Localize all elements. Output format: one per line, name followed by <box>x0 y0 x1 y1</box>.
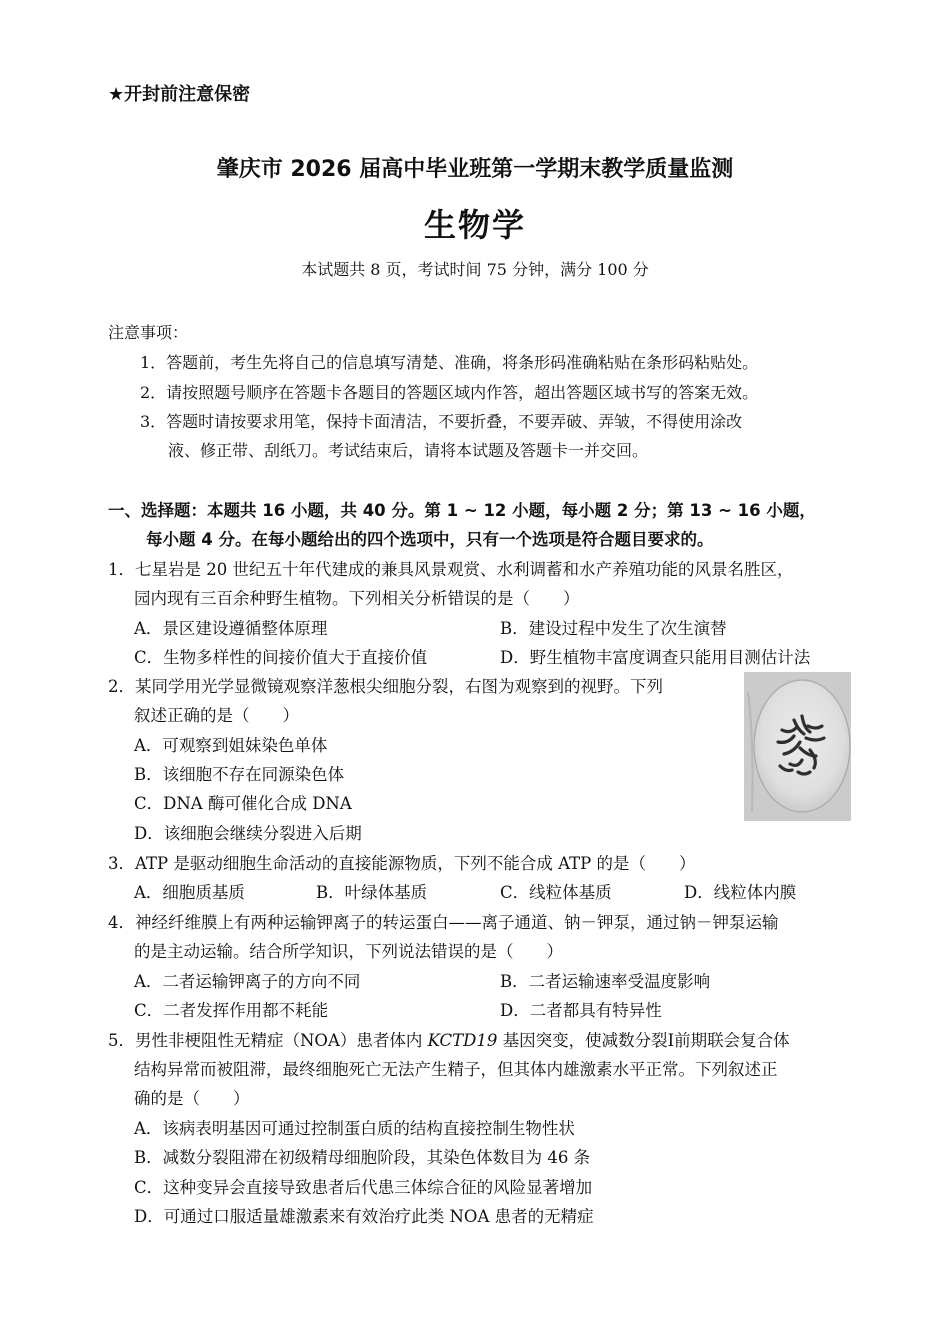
q4-option-a: A．二者运输钾离子的方向不同 <box>134 972 361 991</box>
note-item: 液、修正带、刮纸刀。考试结束后，请将本试题及答题卡一并交回。 <box>168 441 649 460</box>
q1-option-b: B．建设过程中发生了次生演替 <box>500 619 727 638</box>
q5-stem: 结构异常而被阻滞，最终细胞死亡无法产生精子，但其体内雄激素水平正常。下列叙述正 <box>134 1060 778 1079</box>
q3-stem: 3．ATP 是驱动细胞生命活动的直接能源物质，下列不能合成 ATP 的是（ ） <box>108 854 696 873</box>
q5-option-c: C．这种变异会直接导致患者后代患三体综合征的风险显著增加 <box>134 1178 593 1197</box>
q2-option-b: B．该细胞不存在同源染色体 <box>134 765 345 784</box>
q5-stem: 确的是（ ） <box>134 1089 250 1108</box>
gene-name: KCTD19 <box>427 1031 498 1050</box>
q4-option-c: C．二者发挥作用都不耗能 <box>134 1001 329 1020</box>
note-item: 3．答题时请按要求用笔，保持卡面清洁，不要折叠，不要弄破、弄皱，不得使用涂改 <box>140 412 743 431</box>
q3-option-d: D．线粒体内膜 <box>684 883 797 902</box>
exam-info: 本试题共 8 页，考试时间 75 分钟，满分 100 分 <box>301 260 649 279</box>
notes-heading: 注意事项： <box>108 323 189 342</box>
q1-option-a: A．景区建设遵循整体原理 <box>134 619 328 638</box>
section-heading: 一、选择题：本题共 16 小题，共 40 分。第 1 ~ 12 小题，每小题 2 分；第 13 ~ 16 小题， <box>108 501 816 520</box>
microscope-image <box>744 672 851 821</box>
q4-option-d: D．二者都具有特异性 <box>500 1001 662 1020</box>
subject-title: 生物学 <box>423 206 526 244</box>
q5-option-b: B．减数分裂阻滞在初级精母细胞阶段，其染色体数目为 46 条 <box>134 1148 591 1167</box>
q3-option-a: A．细胞质基质 <box>134 883 245 902</box>
note-item: 1．答题前，考生先将自己的信息填写清楚、准确，将条形码准确粘贴在条形码粘贴处。 <box>140 353 759 372</box>
q1-option-d: D．野生植物丰富度调查只能用目测估计法 <box>500 648 811 667</box>
exam-title: 肇庆市 2026 届高中毕业班第一学期末教学质量监测 <box>216 157 734 182</box>
q3-option-b: B．叶绿体基质 <box>316 883 428 902</box>
q1-stem: 园内现有三百余种野生植物。下列相关分析错误的是（ ） <box>134 589 580 608</box>
q1-stem: 1．七星岩是 20 世纪五十年代建成的兼具风景观赏、水利调蓄和水产养殖功能的风景名胜区， <box>108 560 794 579</box>
q2-option-d: D．该细胞会继续分裂进入后期 <box>134 824 362 843</box>
q2-stem: 叙述正确的是（ ） <box>134 706 299 725</box>
confidential-notice: ★开封前注意保密 <box>108 84 251 105</box>
q4-option-b: B．二者运输速率受温度影响 <box>500 972 711 991</box>
q2-option-c: C．DNA 酶可催化合成 DNA <box>134 794 352 813</box>
section-heading-cont: 每小题 4 分。在每小题给出的四个选项中，只有一个选项是符合题目要求的。 <box>146 530 714 549</box>
q4-stem: 4．神经纤维膜上有两种运输钾离子的转运蛋白——离子通道、钠－钾泵，通过钠－钾泵运输 <box>108 913 779 932</box>
note-item: 2．请按照题号顺序在答题卡各题目的答题区域内作答，超出答题区域书写的答案无效。 <box>140 383 759 402</box>
q5-option-d: D．可通过口服适量雄激素来有效治疗此类 NOA 患者的无精症 <box>134 1207 594 1226</box>
q2-stem: 2．某同学用光学显微镜观察洋葱根尖细胞分裂，右图为观察到的视野。下列 <box>108 677 663 696</box>
q5-option-a: A．该病表明基因可通过控制蛋白质的结构直接控制生物性状 <box>134 1119 575 1138</box>
q4-stem: 的是主动运输。结合所学知识，下列说法错误的是（ ） <box>134 942 563 961</box>
q3-option-c: C．线粒体基质 <box>500 883 612 902</box>
q1-option-c: C．生物多样性的间接价值大于直接价值 <box>134 648 428 667</box>
q5-stem: 5．男性非梗阻性无精症（NOA）患者体内 KCTD19 基因突变，使减数分裂Ⅰ前期联会复合体 <box>108 1031 790 1050</box>
q2-option-a: A．可观察到姐妹染色单体 <box>134 736 328 755</box>
